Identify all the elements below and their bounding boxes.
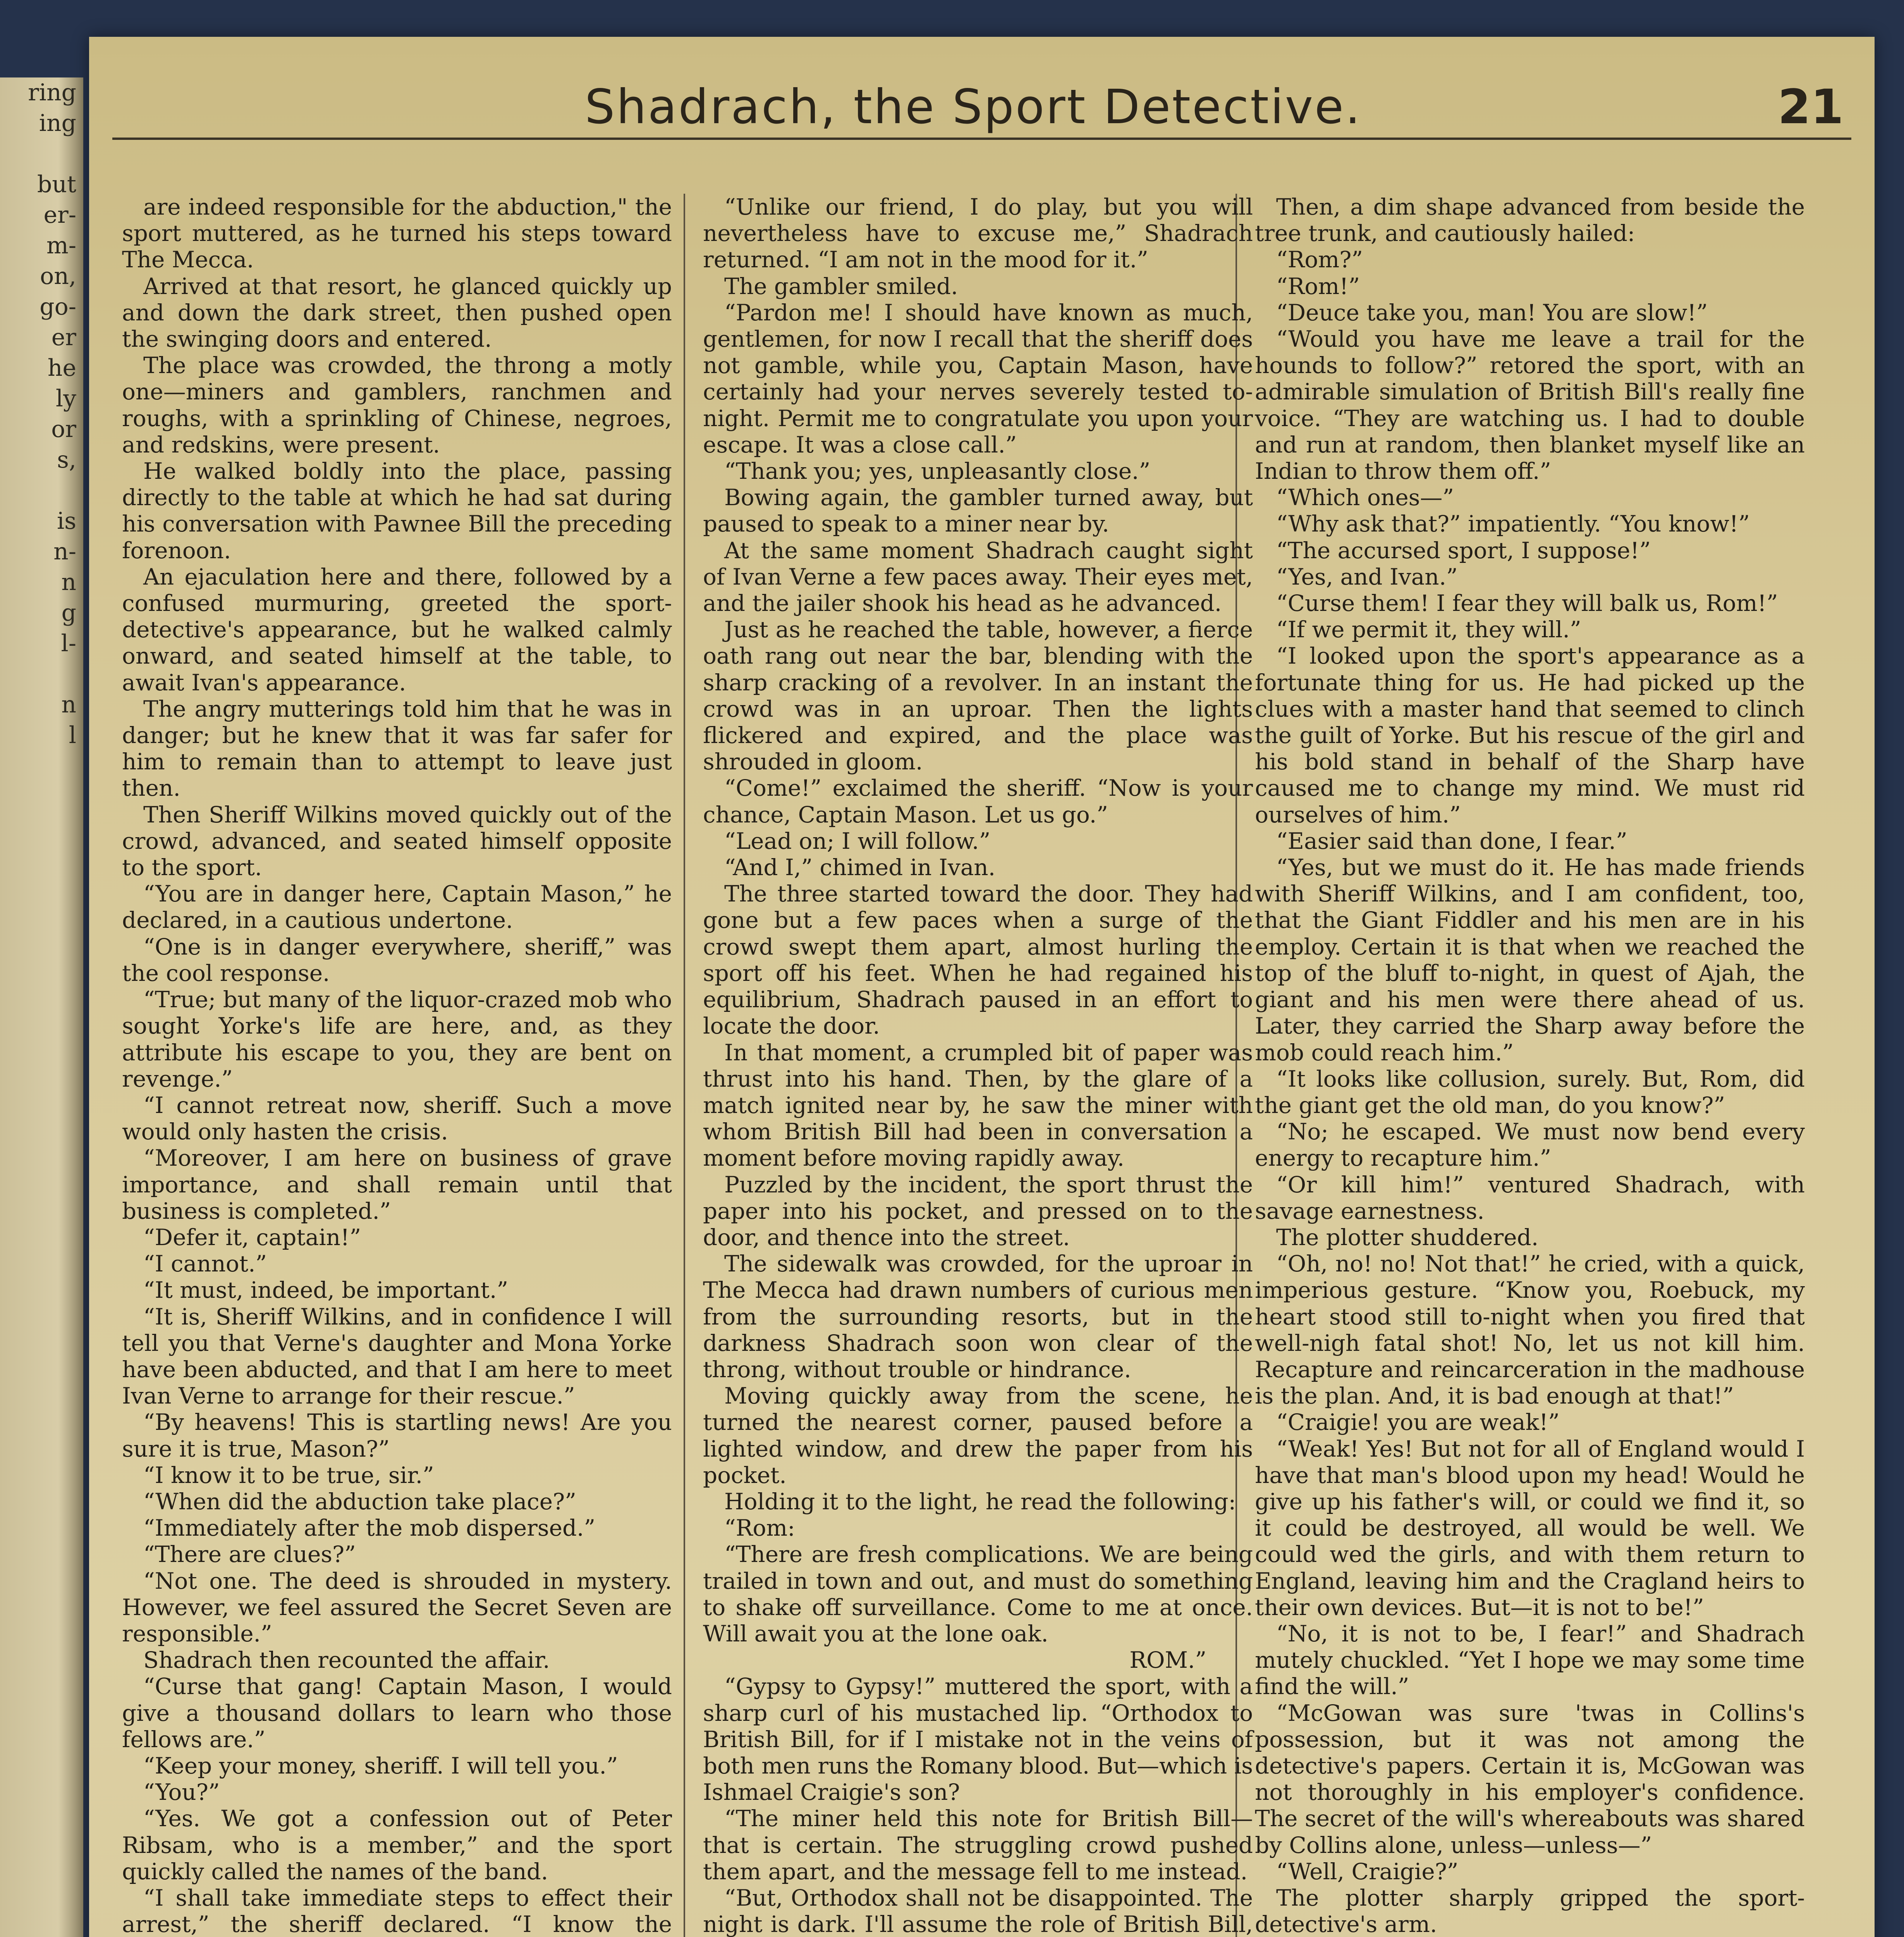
paragraph: “Weak! Yes! But not for all of England would I have that man's blood upon my head! Would he give up his father's will, or could we find it, so it could be destroyed, all would be well. We could wed the girls, and with them return to England, leaving him and the Cragland heirs to their own devices. But—it is not to be!”	[1255, 1435, 1805, 1620]
paragraph: “It must, indeed, be important.”	[143, 1277, 509, 1304]
paragraph: “Well, Craigie?”	[1276, 1858, 1459, 1885]
paragraph: “By heavens! This is startling news! Are you sure it is true, Mason?”	[122, 1409, 672, 1462]
paragraph: Just as he reached the table, however, a fierce oath rang out near the bar, blending with the sharp cracking of a revolver. In an instant the crowd was in an uproar. Then the lights flickered and expired, and the place was shrouded in gloom.	[703, 616, 1253, 775]
prev-page-fragment: s,	[57, 446, 76, 473]
paragraph: Shadrach then recounted the affair.	[143, 1647, 550, 1674]
paragraph: “I cannot retreat now, sheriff. Such a move would only hasten the crisis.	[122, 1092, 672, 1145]
prev-page-fragment: or	[51, 416, 76, 443]
paragraph: “Yes, and Ivan.”	[1276, 563, 1458, 590]
paragraph: “I looked upon the sport's appearance as a fortunate thing for us. He had picked up the clues with a master hand that seemed to clinch the guilt of Yorke. But his rescue of the girl and his bold stand in behalf of the Sharp have caused me to change my mind. We must rid ourselves of him.”	[1255, 643, 1805, 828]
paragraph: Moving quickly away from the scene, he turned the nearest corner, paused before a lighted window, and drew the paper from his pocket.	[703, 1383, 1253, 1488]
paragraph: Puzzled by the incident, the sport thrust the paper into his pocket, and pressed on to the door, and thence into the street.	[703, 1171, 1253, 1251]
prev-page-fragment: on,	[40, 263, 76, 290]
prev-page-fragment: ly	[55, 385, 76, 412]
prev-page-fragment: m-	[46, 232, 76, 259]
paragraph: “Immediately after the mob dispersed.”	[143, 1515, 596, 1541]
paragraph: The three started toward the door. They had gone but a few paces when a surge of the crowd swept them apart, almost hurling the sport off his feet. When he had regained his equilibrium, Shadrach paused in an effort to locate the door.	[703, 881, 1253, 1039]
paragraph: Then, a dim shape advanced from beside the tree trunk, and cautiously hailed:	[1255, 194, 1805, 247]
paragraph: “Not one. The deed is shrouded in mystery. However, we feel assured the Secret Seven are responsible.”	[122, 1567, 672, 1647]
column-divider	[684, 194, 685, 1937]
paragraph: “Which ones—”	[1276, 484, 1454, 511]
paragraph: “But, Orthodox shall not be disappointed. The night is dark. I'll assume the role of British Bill,	[703, 1885, 1253, 1937]
paragraph: “True; but many of the liquor-crazed mob who sought Yorke's life are here, and, as they attribute his escape to you, they are bent on revenge.”	[122, 986, 672, 1092]
prev-page-fragment: g	[61, 599, 76, 626]
paragraph: “Why ask that?” impatiently. “You know!”	[1276, 511, 1750, 537]
paragraph: are indeed responsible for the abduction," the sport muttered, as he turned his steps toward The Mecca.	[122, 194, 672, 273]
paragraph: The angry mutterings told him that he was in danger; but he knew that it was far safer for him to remain than to attempt to leave just then.	[122, 695, 672, 802]
paragraph: “Deuce take you, man! You are slow!”	[1276, 299, 1708, 326]
paragraph: “Yes, but we must do it. He has made friends with Sheriff Wilkins, and I am confident, too, that the Giant Fiddler and his men are in his employ. Certain it is that when we reached the top of the bluff to-night, in quest of Ajah, the giant and his men were there ahead of us. Later, they carried the Sharp away before the mob could reach him.”	[1255, 854, 1805, 1066]
paragraph: “Unlike our friend, I do play, but you will nevertheless have to excuse me,” Shadrach returned. “I am not in the mood for it.”	[703, 194, 1253, 273]
paragraph: “Craigie! you are weak!”	[1276, 1409, 1560, 1436]
paragraph: Bowing again, the gambler turned away, but paused to speak to a miner near by.	[703, 484, 1253, 537]
prev-page-fragment: l	[69, 722, 76, 749]
paragraph: “There are fresh complications. We are being trailed in town and out, and must do something to shake off surveillance. Come to me at once. Will await you at the lone oak.	[703, 1541, 1253, 1647]
paragraph: “And I,” chimed in Ivan.	[724, 854, 996, 881]
paragraph: “Rom?”	[1276, 246, 1363, 273]
paragraph: “Easier said than done, I fear.”	[1276, 827, 1627, 854]
paragraph: “When did the abduction take place?”	[143, 1488, 576, 1515]
paragraph: “Curse that gang! Captain Mason, I would give a thousand dollars to learn who those fellows are.”	[122, 1673, 672, 1753]
paragraph: “Would you have me leave a trail for the hounds to follow?” retored the sport, with an admirable simulation of British Bill's really fine voice. “They are watching us. I had to double and run at random, then blanket myself like an Indian to throw them off.”	[1255, 326, 1805, 485]
prev-page-fragment: but	[37, 171, 76, 198]
prev-page-fragment: is	[57, 507, 76, 535]
paragraph: “Rom!”	[1276, 273, 1360, 299]
paragraph: “Gypsy to Gypsy!” muttered the sport, with a sharp curl of his mustached lip. “Orthodox to British Bill, for if I mistake not in the veins of both men runs the Romany blood. But—which is Ishmael Craigie's son?	[703, 1673, 1253, 1806]
paragraph: “Thank you; yes, unpleasantly close.”	[724, 458, 1151, 485]
paragraph: “The accursed sport, I suppose!”	[1276, 537, 1651, 564]
previous-page-edge	[0, 77, 83, 1937]
paragraph: “No; he escaped. We must now bend every energy to recapture him.”	[1255, 1118, 1805, 1171]
paragraph: Holding it to the light, he read the following:	[724, 1488, 1236, 1515]
prev-page-fragment: n	[61, 691, 76, 718]
prev-page-fragment: go-	[40, 293, 76, 320]
prev-page-fragment: he	[47, 354, 76, 382]
text-column-2	[703, 194, 1253, 1937]
prev-page-fragment: er	[51, 324, 76, 351]
paragraph: “If we permit it, they will.”	[1276, 616, 1581, 643]
magazine-page	[89, 37, 1875, 1937]
paragraph: “I shall take immediate steps to effect their arrest,” the sheriff declared. “I know the	[122, 1885, 672, 1937]
paragraph: “The miner held this note for British Bill—that is certain. The struggling crowd pushed them apart, and the message fell to me instead.	[703, 1805, 1253, 1885]
paragraph: “Oh, no! no! Not that!” he cried, with a quick, imperious gesture. “Know you, Roebuck, my heart stood still to-night when you fired that well-nigh fatal shot! No, let us not kill him. Recapture and reincarceration in the madhouse is the plan. And, it is bad enough at that!”	[1255, 1251, 1805, 1409]
paragraph: “One is in danger everywhere, sheriff,” was the cool response.	[122, 933, 672, 986]
text-column-3	[1255, 194, 1805, 1937]
paragraph: “Or kill him!” ventured Shadrach, with savage earnestness.	[1255, 1171, 1805, 1224]
paragraph: “Yes. We got a confession out of Peter Ribsam, who is a member,” and the sport quickly called the names of the band.	[122, 1805, 672, 1885]
paragraph: At the same moment Shadrach caught sight of Ivan Verne a few paces away. Their eyes met, and the jailer shook his head as he advanced.	[703, 537, 1253, 617]
paragraph: “Curse them! I fear they will balk us, Rom!”	[1276, 590, 1778, 617]
paragraph: He walked boldly into the place, passing directly to the table at which he had sat during his conversation with Pawnee Bill the preceding forenoon.	[122, 458, 672, 564]
paragraph: The place was crowded, the throng a motly one—miners and gamblers, ranchmen and roughs, with a sprinkling of Chinese, negroes, and redskins, were present.	[122, 352, 672, 458]
prev-page-fragment: er-	[43, 201, 76, 229]
paragraph: “McGowan was sure 'twas in Collins's possession, but it was not among the detective's papers. Certain it is, McGowan was not thoroughly in his employer's confidence. The secret of the will's whereabouts was shared by Collins alone, unless—unless—”	[1255, 1700, 1805, 1858]
paragraph: Arrived at that resort, he glanced quickly up and down the dark street, then pushed open the swinging doors and entered.	[122, 273, 672, 353]
paragraph: “It is, Sheriff Wilkins, and in confidence I will tell you that Verne's daughter and Mona Yorke have been abducted, and that I am here to meet Ivan Verne to arrange for their rescue.”	[122, 1303, 672, 1409]
paragraph: “Rom:	[724, 1515, 795, 1541]
prev-page-fragment: l-	[61, 630, 76, 657]
page-number: 21	[1778, 79, 1844, 134]
paragraph: “It looks like collusion, surely. But, Rom, did the giant get the old man, do you know?”	[1255, 1065, 1805, 1118]
prev-page-fragment: n-	[53, 538, 76, 565]
paragraph: The plotter sharply gripped the sport-detective's arm.	[1255, 1885, 1805, 1937]
paragraph: “I know it to be true, sir.”	[143, 1462, 434, 1488]
prev-page-fragment: ring	[28, 79, 76, 106]
paragraph: The sidewalk was crowded, for the uproar in The Mecca had drawn numbers of curious men from the surrounding resorts, but in the darkness Shadrach soon won clear of the throng, without trouble or hindrance.	[703, 1251, 1253, 1383]
paragraph: “You?”	[143, 1779, 220, 1806]
paragraph: Then Sheriff Wilkins moved quickly out of the crowd, advanced, and seated himself opposite to the sport.	[122, 801, 672, 881]
page-header	[112, 79, 1851, 140]
paragraph: “There are clues?”	[143, 1541, 356, 1568]
paragraph: “Defer it, captain!”	[143, 1224, 361, 1251]
paragraph: “Come!” exclaimed the sheriff. “Now is your chance, Captain Mason. Let us go.”	[703, 775, 1253, 828]
paragraph: “You are in danger here, Captain Mason,” he declared, in a cautious undertone.	[122, 881, 672, 934]
paragraph: “Lead on; I will follow.”	[724, 827, 991, 854]
paragraph: “Pardon me! I should have known as much, gentlemen, for now I recall that the sheriff does not gamble, while you, Captain Mason, have certainly had your nerves severely tested to-night. Permit me to congratulate you upon your escape. It was a close call.”	[703, 299, 1253, 458]
prev-page-fragment	[0, 659, 83, 690]
prev-page-fragment: ing	[39, 110, 76, 137]
prev-page-fragment	[0, 139, 83, 169]
prev-page-fragment	[0, 475, 83, 506]
paragraph: The plotter shuddered.	[1276, 1224, 1539, 1251]
text-column-1	[122, 194, 672, 1937]
paragraph: “Keep your money, sheriff. I will tell you.”	[143, 1752, 618, 1779]
paragraph: An ejaculation here and there, followed by a confused murmuring, greeted the sport-detective's appearance, but he walked calmly onward, and seated himself at the table, to await Ivan's appearance.	[122, 563, 672, 696]
paragraph: “Moreover, I am here on business of grave importance, and shall remain until that business is completed.”	[122, 1145, 672, 1224]
running-title: Shadrach, the Sport Detective.	[585, 79, 1362, 134]
paragraph: “I cannot.”	[143, 1251, 267, 1277]
paragraph: The gambler smiled.	[724, 273, 958, 299]
prev-page-fragment: n	[61, 569, 76, 596]
note-signature: ROM.”	[1129, 1647, 1206, 1674]
paragraph: In that moment, a crumpled bit of paper was thrust into his hand. Then, by the glare of a match ignited near by, he saw the miner with whom British Bill had been in conversation a moment before moving rapidly away.	[703, 1039, 1253, 1171]
paragraph: “No, it is not to be, I fear!” and Shadrach mutely chuckled. “Yet I hope we may some time find the will.”	[1255, 1620, 1805, 1700]
